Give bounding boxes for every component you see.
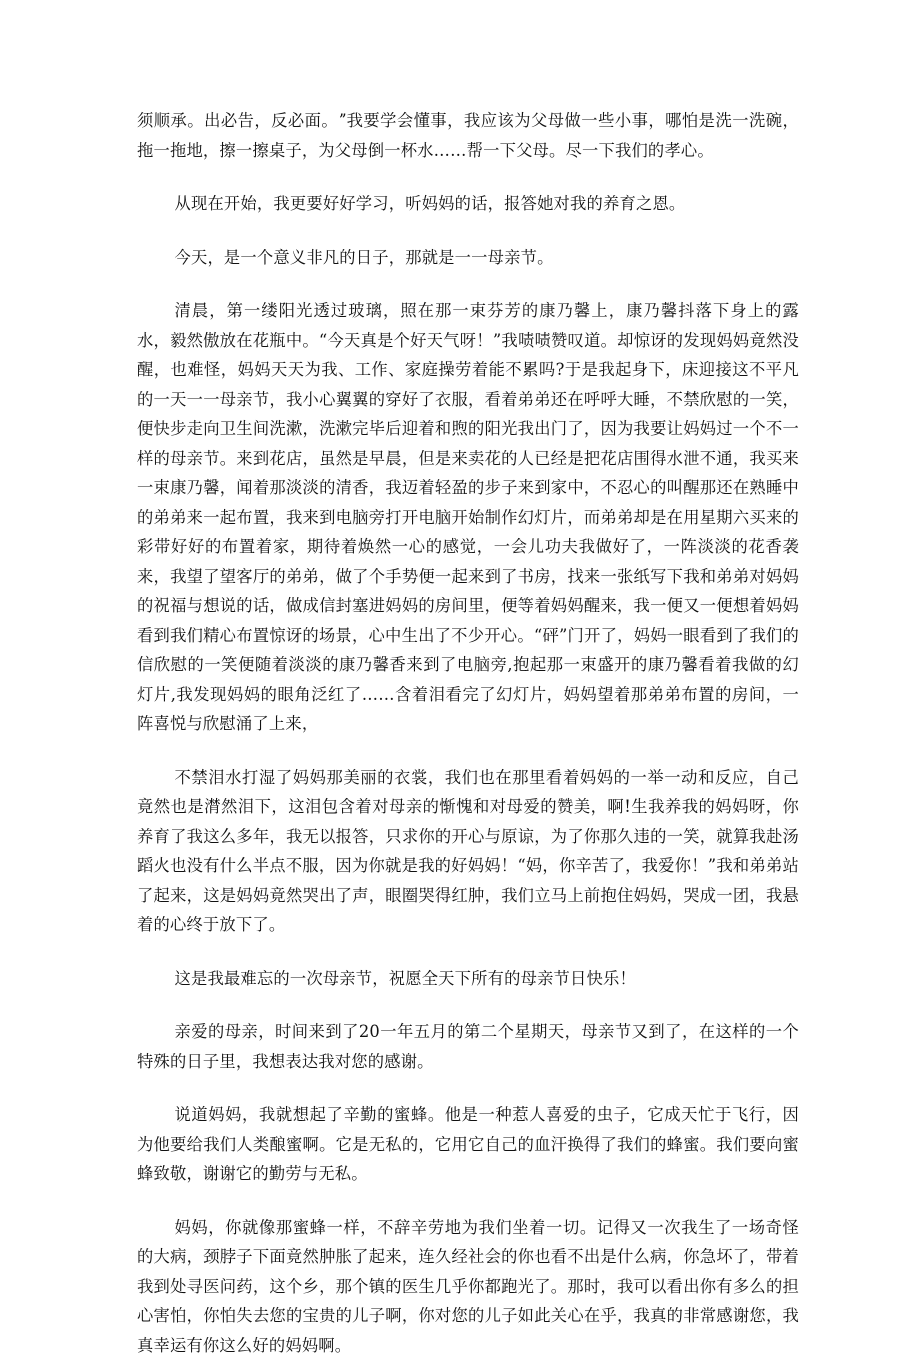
paragraph-9: 妈妈，你就像那蜜蜂一样，不辞辛劳地为我们坐着一切。记得又一次我生了一场奇怪的大病，颈脖子下面竟然肿胀了起来，连久经社会的你也看不出是什么病，你急坏了，带着我到处寻医问药，这个乡，那个镇的医生几乎你都跑光了。那时，我可以看出你有多么的担心害怕，你怕失去您的宝贵的儿子啊，你对您的儿子如此关心在乎，我真的非常感谢您，我真幸运有你这么好的妈妈啊。 [137,1213,799,1360]
paragraph-5: 不禁泪水打湿了妈妈那美丽的衣裳，我们也在那里看着妈妈的一举一动和反应，自己竟然也是潸然泪下，这泪包含着对母亲的惭愧和对母爱的赞美，啊!生我养我的妈妈呀，你养育了我这么多年，我无以报答，只求你的开心与原谅，为了你那久违的一笑，就算我赴汤蹈火也没有什么半点不服，因为你就是我的好妈妈！“妈，你辛苦了，我爱你！”我和弟弟站了起来，这是妈妈竟然哭出了声，眼圈哭得红肿，我们立马上前抱住妈妈，哭成一团，我悬着的心终于放下了。 [137,763,799,940]
paragraph-1: 须顺承。出必告，反必面。ˮ我要学会懂事，我应该为父母做一些小事，哪怕是洗一洗碗，拖一拖地，擦一擦桌子，为父母倒一杯水……帮一下父母。尽一下我们的孝心。 [137,106,799,165]
essay-body [137,106,799,1360]
paragraph-8: 说道妈妈，我就想起了辛勤的蜜蜂。他是一种惹人喜爱的虫子，它成天忙于飞行，因为他要给我们人类酿蜜啊。它是无私的，它用它自己的血汗换得了我们的蜂蜜。我们要向蜜蜂致敬，谢谢它的勤劳与无私。 [137,1100,799,1189]
paragraph-7: 亲爱的母亲，时间来到了20一年五月的第二个星期天，母亲节又到了，在这样的一个特殊的日子里，我想表达我对您的感谢。 [137,1017,799,1076]
paragraph-4: 清晨，第一缕阳光透过玻璃，照在那一束芬芳的康乃馨上，康乃馨抖落下身上的露水，毅然傲放在花瓶中。“今天真是个好天气呀！”我啧啧赞叹道。却惊讶的发现妈妈竟然没醒，也难怪，妈妈天天为我、工作、家庭操劳着能不累吗?于是我起身下，床迎接这不平凡的一天一一母亲节，我小心翼翼的穿好了衣服，看着弟弟还在呼呼大睡，不禁欣慰的一笑，便快步走向卫生间洗漱，洗漱完毕后迎着和煦的阳光我出门了，因为我要让妈妈过一个不一样的母亲节。来到花店，虽然是早晨，但是来卖花的人已经是把花店围得水泄不通，我买来一束康乃馨，闻着那淡淡的清香，我迈着轻盈的步子来到家中，不忍心的叫醒那还在熟睡中的弟弟来一起布置，我来到电脑旁打开电脑开始制作幻灯片，而弟弟却是在用星期六买来的彩带好好的布置着家，期待着焕然一心的感觉，一会儿功夫我做好了，一阵淡淡的花香袭来，我望了望客厅的弟弟，做了个手势便一起来到了书房，找来一张纸写下我和弟弟对妈妈的祝福与想说的话，做成信封塞进妈妈的房间里，便等着妈妈醒来，我一便又一便想着妈妈看到我们精心布置惊讶的场景，心中生出了不少开心。“砰”门开了，妈妈一眼看到了我们的信欣慰的一笑便随着淡淡的康乃馨香来到了电脑旁,抱起那一束盛开的康乃馨看着我做的幻灯片,我发现妈妈的眼角泛红了……含着泪看完了幻灯片，妈妈望着那弟弟布置的房间，一阵喜悦与欣慰涌了上来， [137,296,799,739]
paragraph-6: 这是我最难忘的一次母亲节，祝愿全天下所有的母亲节日快乐！ [137,964,799,994]
paragraph-3: 今天，是一个意义非凡的日子，那就是一一母亲节。 [137,243,799,273]
paragraph-2: 从现在开始，我更要好好学习，听妈妈的话，报答她对我的养育之恩。 [137,189,799,219]
